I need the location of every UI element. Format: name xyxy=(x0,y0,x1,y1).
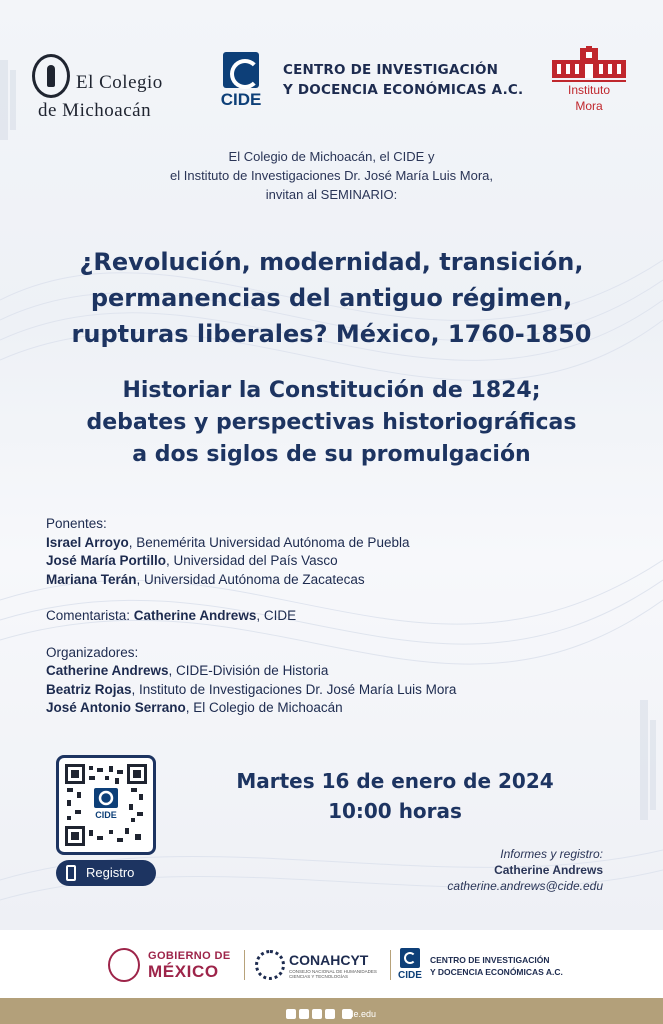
cide-full-name xyxy=(283,60,523,100)
organizer-item xyxy=(46,662,626,681)
facebook-icon[interactable] xyxy=(286,1009,296,1019)
commentator-line xyxy=(46,607,626,626)
phone-icon xyxy=(66,865,76,881)
cide-spiral-icon xyxy=(223,52,259,88)
registro-button[interactable] xyxy=(56,860,156,886)
mora-name-line2: Mora xyxy=(575,99,603,113)
intro-line2: el Instituto de Investigaciones Dr. José María Luis Mora, xyxy=(170,168,493,183)
commentator-label: Comentarista: xyxy=(46,608,134,623)
organizer-name: Catherine Andrews xyxy=(46,663,169,678)
subtitle-line1: Historiar la Constitución de 1824; xyxy=(122,378,541,403)
conahcyt-emblem-icon xyxy=(255,950,285,980)
header-logos xyxy=(0,40,663,120)
mora-name-line1: Instituto xyxy=(567,83,611,97)
cide-name-line1: CENTRO DE INVESTIGACIÓN xyxy=(283,62,499,78)
qr-code-icon xyxy=(65,764,147,846)
title-line2: permanencias del antiguo régimen, xyxy=(90,284,573,312)
mora-building-icon xyxy=(552,46,626,78)
footer-cide-label: CIDE xyxy=(398,970,422,981)
youtube-icon[interactable] xyxy=(325,1009,335,1019)
footer-cide-name xyxy=(430,954,563,978)
gobierno-mexico-logo xyxy=(108,948,238,984)
contact-info xyxy=(447,846,603,894)
conahcyt-name: CONAHCYT xyxy=(289,952,369,968)
colmich-name-line2: de Michoacán xyxy=(38,100,152,121)
speaker-affiliation: , Universidad del País Vasco xyxy=(166,553,338,568)
speaker-affiliation: , Benemérita Universidad Autónoma de Puebla xyxy=(128,534,410,550)
colegio-michoacan-emblem-icon xyxy=(32,54,70,98)
organizer-item xyxy=(46,681,626,700)
speaker-affiliation: , Universidad Autónoma de Zacatecas xyxy=(136,571,365,587)
cide-spiral-icon xyxy=(400,948,420,968)
footer-cide-logo xyxy=(400,948,570,988)
footer-divider xyxy=(244,950,245,980)
qr-center-label: CIDE xyxy=(95,810,117,820)
intro-line3: invitan al SEMINARIO: xyxy=(265,187,398,202)
participants xyxy=(46,515,626,718)
seminar-title xyxy=(20,244,643,352)
title-line1: ¿Revolución, modernidad, transición, xyxy=(79,248,584,276)
intro-line1: El Colegio de Michoacán, el CIDE y xyxy=(228,149,435,164)
registration-qr-code[interactable] xyxy=(56,755,156,855)
twitter-icon[interactable] xyxy=(299,1009,309,1019)
gob-line2: MÉXICO xyxy=(148,962,219,981)
contact-label: Informes y registro: xyxy=(500,847,603,861)
event-time: 10:00 horas xyxy=(328,799,462,823)
conahcyt-logo xyxy=(255,948,380,984)
colmich-name-line1: El Colegio xyxy=(76,72,163,93)
commentator-name: Catherine Andrews xyxy=(133,608,257,623)
speaker-item xyxy=(46,552,626,571)
organizer-affiliation: , Instituto de Investigaciones Dr. José María Luis Mora xyxy=(131,681,457,697)
social-links xyxy=(286,1005,377,1019)
session-title xyxy=(20,375,643,471)
speakers-heading: Ponentes: xyxy=(46,516,107,531)
organizers-heading: Organizadores: xyxy=(46,644,139,660)
speaker-name: José María Portillo xyxy=(46,553,167,568)
organizer-item xyxy=(46,699,626,718)
footer-cide-line1: CENTRO DE INVESTIGACIÓN xyxy=(430,955,550,965)
commentator-affiliation: , CIDE xyxy=(256,608,297,623)
speaker-item xyxy=(46,571,626,590)
speaker-item xyxy=(46,534,626,553)
instituto-mora-logo xyxy=(548,46,630,118)
contact-name: Catherine Andrews xyxy=(494,863,603,877)
subtitle-line2: debates y perspectivas historiográficas xyxy=(86,410,577,435)
bottom-bar xyxy=(0,998,663,1024)
event-date: Martes 16 de enero de 2024 xyxy=(236,769,554,793)
organizer-affiliation: , El Colegio de Michoacán xyxy=(185,700,343,715)
contact-email-link[interactable]: catherine.andrews@cide.edu xyxy=(447,879,603,893)
instagram-icon[interactable] xyxy=(312,1009,322,1019)
speaker-name: Mariana Terán xyxy=(46,571,137,587)
organizer-affiliation: , CIDE-División de Historia xyxy=(168,663,329,678)
footer-cide-line2: Y DOCENCIA ECONÓMICAS A.C. xyxy=(430,967,563,977)
speaker-name: Israel Arroyo xyxy=(46,534,129,550)
cide-name-line2: Y DOCENCIA ECONÓMICAS A.C. xyxy=(283,82,524,98)
footer-logos xyxy=(0,930,663,998)
registro-button-label: Registro xyxy=(86,865,135,880)
invitation-text xyxy=(40,147,623,204)
gob-line1: GOBIERNO DE xyxy=(148,950,231,962)
website-link[interactable]: cide.edu xyxy=(342,1008,377,1019)
title-line3: rupturas liberales? México, 1760-1850 xyxy=(71,320,592,348)
footer-divider xyxy=(390,950,391,980)
subtitle-line3: a dos siglos de su promulgación xyxy=(132,442,531,467)
cide-logo-label: CIDE xyxy=(220,90,262,109)
colegio-michoacan-logo xyxy=(32,50,192,121)
conahcyt-subtitle: CONSEJO NACIONAL DE HUMANIDADES CIENCIAS Y TECNOLOGÍAS xyxy=(289,969,377,979)
event-datetime xyxy=(200,766,590,826)
organizer-name: Beatriz Rojas xyxy=(46,681,132,697)
organizer-name: José Antonio Serrano xyxy=(46,700,186,715)
mora-divider xyxy=(552,80,626,82)
mexico-eagle-icon xyxy=(108,948,140,982)
cide-logo xyxy=(218,52,264,110)
